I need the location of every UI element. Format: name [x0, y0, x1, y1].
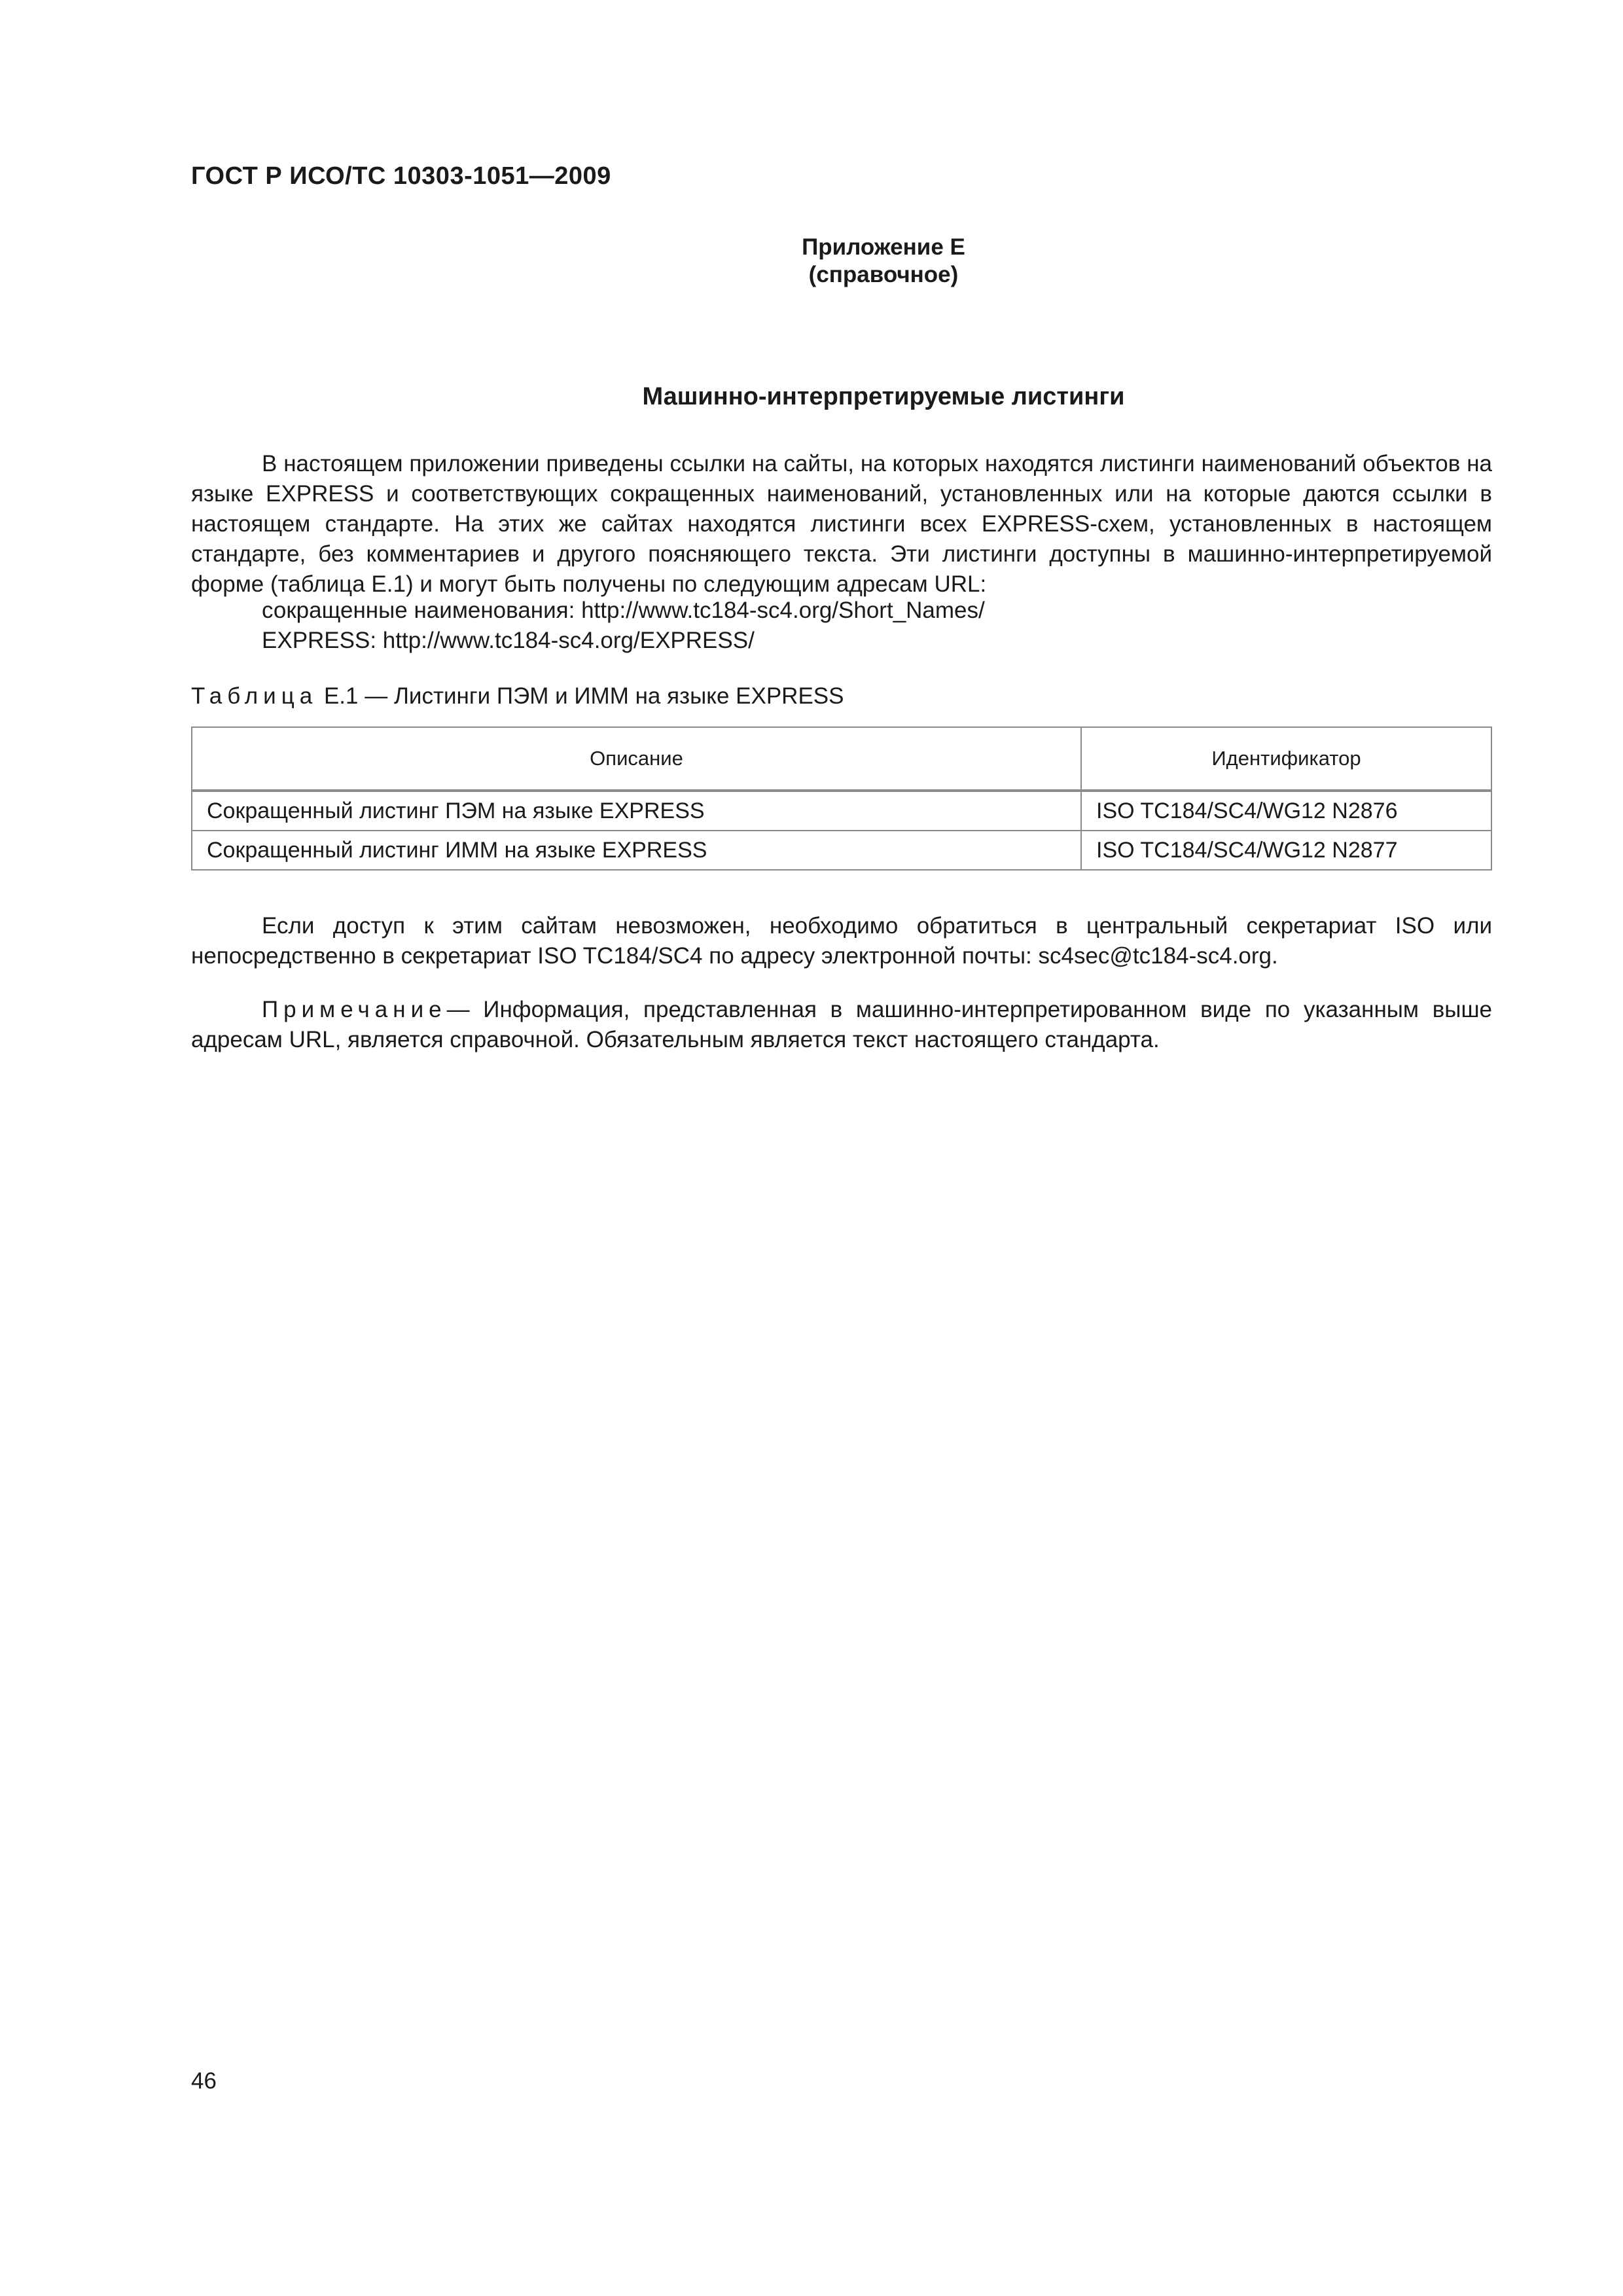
appendix-subtitle: (справочное) — [808, 262, 959, 287]
table-caption — [191, 683, 844, 709]
column-header-identifier: Идентификатор — [1081, 727, 1491, 791]
short-names-url: сокращенные наименования: http://www.tc184-sc4.org/Short_Names/ — [262, 598, 985, 623]
note-paragraph — [191, 995, 1492, 1055]
listings-table — [191, 726, 1492, 870]
section-title: Машинно-интерпретируемые листинги — [642, 383, 1125, 410]
column-header-description: Описание — [192, 727, 1081, 791]
intro-paragraph: В настоящем приложении приведены ссылки на сайты, на которых находятся листинги наименований объектов на языке EXPRESS и соответствующих сокращенных наименований, установленных или на которые даются ссылки в настоящем стандарте. На этих же сайтах находятся листинги всех EXPRESS-схем, установленных в настоящем стандарте, без комментариев и другого поясняющего текста. Эти листинги доступны в машинно-интерпретируемой форме (таблица Е.1) и могут быть получены по следующим адресам URL: — [191, 451, 1492, 597]
page-number: 46 — [191, 2068, 217, 2094]
table-cell-identifier: ISO TC184/SC4/WG12 N2876 — [1081, 791, 1491, 831]
table-caption-label: Таблица — [191, 683, 318, 709]
document-code: ГОСТ Р ИСО/ТС 10303-1051—2009 — [191, 162, 611, 190]
table-cell-description: Сокращенный листинг ПЭМ на языке EXPRESS — [192, 791, 1081, 831]
table-row — [192, 791, 1491, 831]
table-cell-description: Сокращенный листинг ИММ на языке EXPRESS — [192, 831, 1081, 870]
table-cell-identifier: ISO TC184/SC4/WG12 N2877 — [1081, 831, 1491, 870]
note-text: — Информация, представленная в машинно-интерпретированном виде по указанным выше адресам URL, является справочной. Обязательным является текст настоящего стандарта. — [191, 997, 1492, 1052]
access-paragraph: Если доступ к этим сайтам невозможен, необходимо обратиться в центральный секретариат ISO или непосредственно в секретариат ISO TC184/SC4 по адресу электронной почты: sc4sec@tc184-sc4.org. — [191, 913, 1492, 969]
table-row — [192, 831, 1491, 870]
appendix-title: Приложение Е — [802, 234, 965, 260]
table-caption-text: Е.1 — Листинги ПЭМ и ИММ на языке EXPRESS — [317, 683, 844, 709]
express-url: EXPRESS: http://www.tc184-sc4.org/EXPRESS/ — [262, 628, 755, 653]
table-header-row — [192, 727, 1491, 791]
note-label: Примечание — [262, 997, 447, 1022]
